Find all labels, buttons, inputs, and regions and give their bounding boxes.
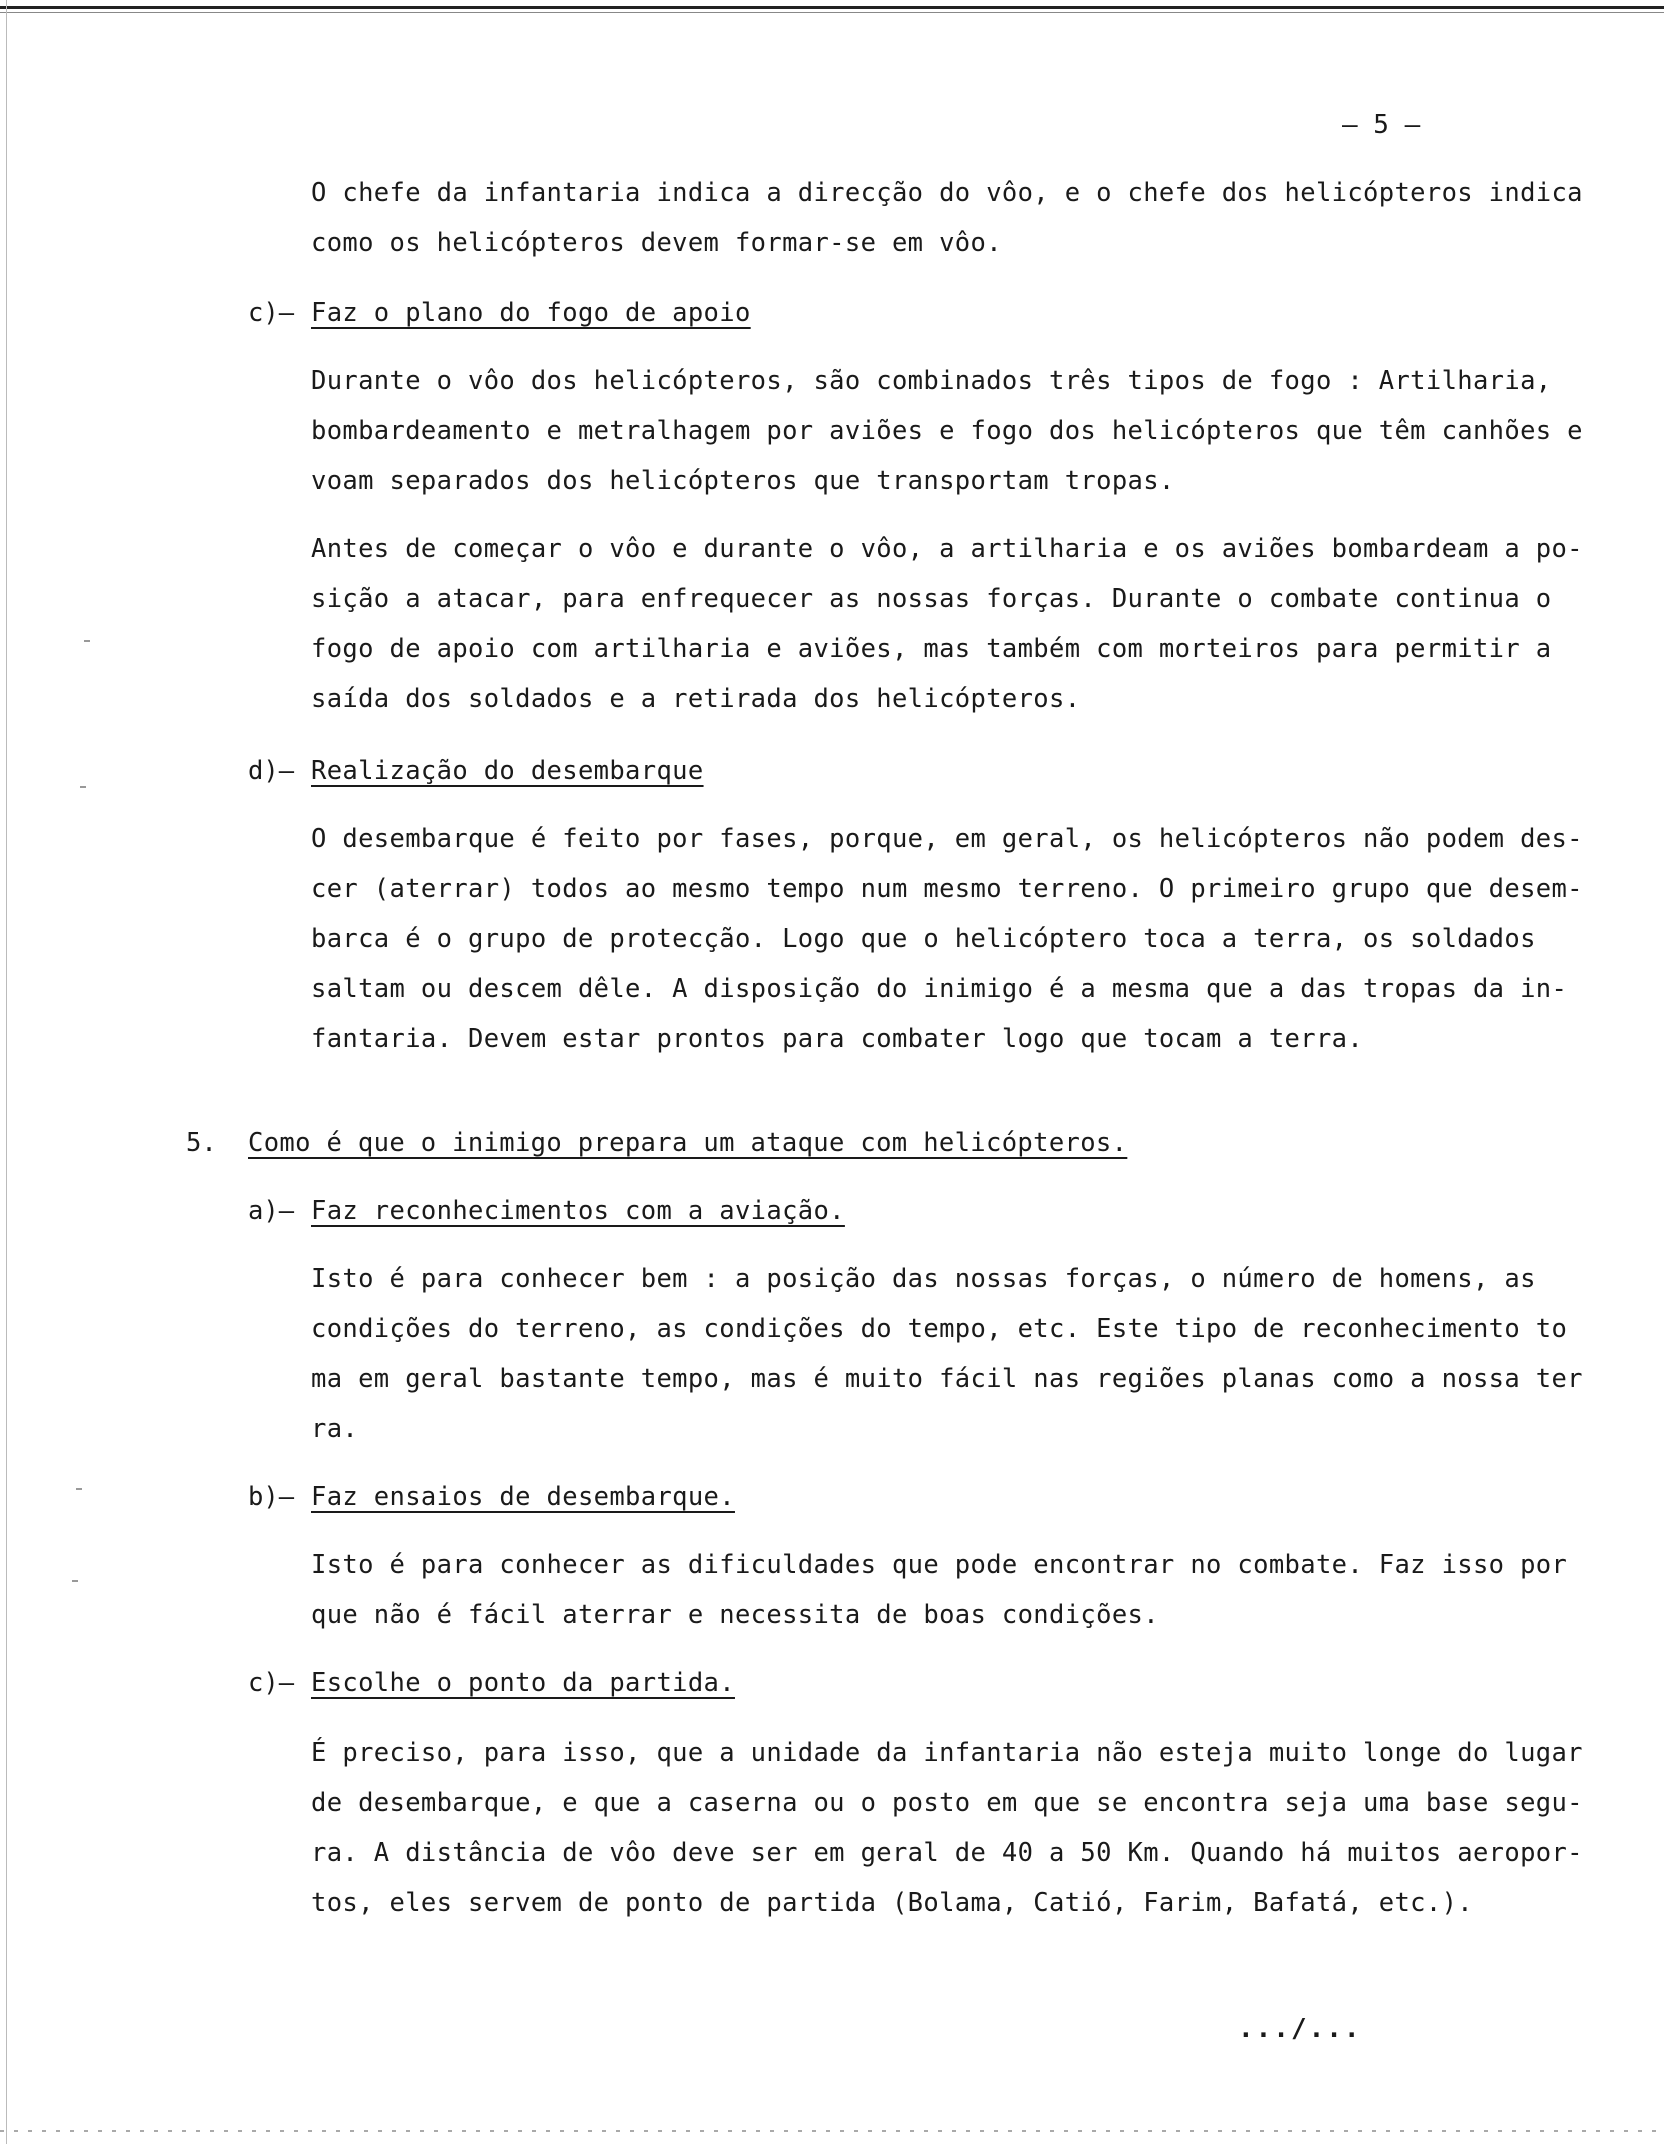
intro-line: O chefe da infantaria indica a direcção do vôo, e o chefe dos helicópteros indica: [311, 178, 1583, 208]
paragraph-line: Durante o vôo dos helicópteros, são combinados três tipos de fogo : Artilharia,: [311, 366, 1552, 396]
paragraph-line: sição a atacar, para enfrequecer as nossas forças. Durante o combate continua o: [311, 584, 1552, 614]
paragraph-line: ma em geral bastante tempo, mas é muito fácil nas regiões planas como a nossa ter: [311, 1364, 1583, 1394]
section-heading: Como é que o inimigo prepara um ataque com helicópteros.: [248, 1128, 1128, 1158]
paragraph-line: bombardeamento e metralhagem por aviões e fogo dos helicópteros que têm canhões e: [311, 416, 1583, 446]
paragraph-line: O desembarque é feito por fases, porque, em geral, os helicópteros não podem des-: [311, 824, 1583, 854]
paragraph-line: ra.: [311, 1414, 359, 1444]
bottom-scan-marks: [0, 2130, 1664, 2132]
paragraph-line: fogo de apoio com artilharia e aviões, mas também com morteiros para permitir a: [311, 634, 1552, 664]
paragraph-line: É preciso, para isso, que a unidade da infantaria não esteja muito longe do lugar: [311, 1738, 1583, 1768]
heading-reconnaissance: Faz reconhecimentos com a aviação.: [311, 1196, 845, 1226]
left-page-edge: [6, 0, 7, 2144]
paragraph-line: de desembarque, e que a caserna ou o posto em que se encontra seja uma base segu-: [311, 1788, 1583, 1818]
paragraph-line: Isto é para conhecer as dificuldades que pode encontrar no combate. Faz isso por: [311, 1550, 1568, 1580]
paragraph-line: que não é fácil aterrar e necessita de boas condições.: [311, 1600, 1159, 1630]
scan-speck: [80, 786, 86, 788]
paragraph-line: cer (aterrar) todos ao mesmo tempo num mesmo terreno. O primeiro grupo que desem-: [311, 874, 1583, 904]
section-number: 5.: [186, 1128, 217, 1158]
heading-landing-execution: Realização do desembarque: [311, 756, 704, 786]
top-border-rule-thin: [0, 12, 1664, 13]
item-marker-d: d)–: [248, 756, 295, 786]
paragraph-line: fantaria. Devem estar prontos para combater logo que tocam a terra.: [311, 1024, 1364, 1054]
item-marker-c: c)–: [248, 298, 295, 328]
paragraph-line: condições do terreno, as condições do tempo, etc. Este tipo de reconhecimento to: [311, 1314, 1568, 1344]
scan-speck: [84, 640, 90, 642]
intro-line: como os helicópteros devem formar-se em vôo.: [311, 228, 1002, 258]
page-number: – 5 –: [1342, 110, 1421, 140]
paragraph-line: saltam ou descem dêle. A disposição do inimigo é a mesma que a das tropas da in-: [311, 974, 1568, 1004]
paragraph-line: barca é o grupo de protecção. Logo que o helicóptero toca a terra, os soldados: [311, 924, 1536, 954]
scan-speck: [76, 1488, 82, 1490]
paragraph-line: tos, eles servem de ponto de partida (Bolama, Catió, Farim, Bafatá, etc.).: [311, 1888, 1473, 1918]
heading-departure-point: Escolhe o ponto da partida.: [311, 1668, 735, 1698]
item-marker-c2: c)–: [248, 1668, 295, 1698]
paragraph-line: Isto é para conhecer bem : a posição das nossas forças, o número de homens, as: [311, 1264, 1536, 1294]
paragraph-line: ra. A distância de vôo deve ser em geral de 40 a 50 Km. Quando há muitos aeropor-: [311, 1838, 1583, 1868]
heading-landing-rehearsals: Faz ensaios de desembarque.: [311, 1482, 735, 1512]
paragraph-line: voam separados dos helicópteros que transportam tropas.: [311, 466, 1175, 496]
paragraph-line: Antes de começar o vôo e durante o vôo, a artilharia e os aviões bombardeam a po-: [311, 534, 1583, 564]
paragraph-line: saída dos soldados e a retirada dos helicópteros.: [311, 684, 1081, 714]
continuation-mark: .../...: [1238, 2014, 1362, 2044]
scan-speck: [72, 1580, 78, 1582]
item-marker-a: a)–: [248, 1196, 295, 1226]
item-marker-b: b)–: [248, 1482, 295, 1512]
heading-fire-support-plan: Faz o plano do fogo de apoio: [311, 298, 751, 328]
top-border-rule: [0, 6, 1664, 9]
